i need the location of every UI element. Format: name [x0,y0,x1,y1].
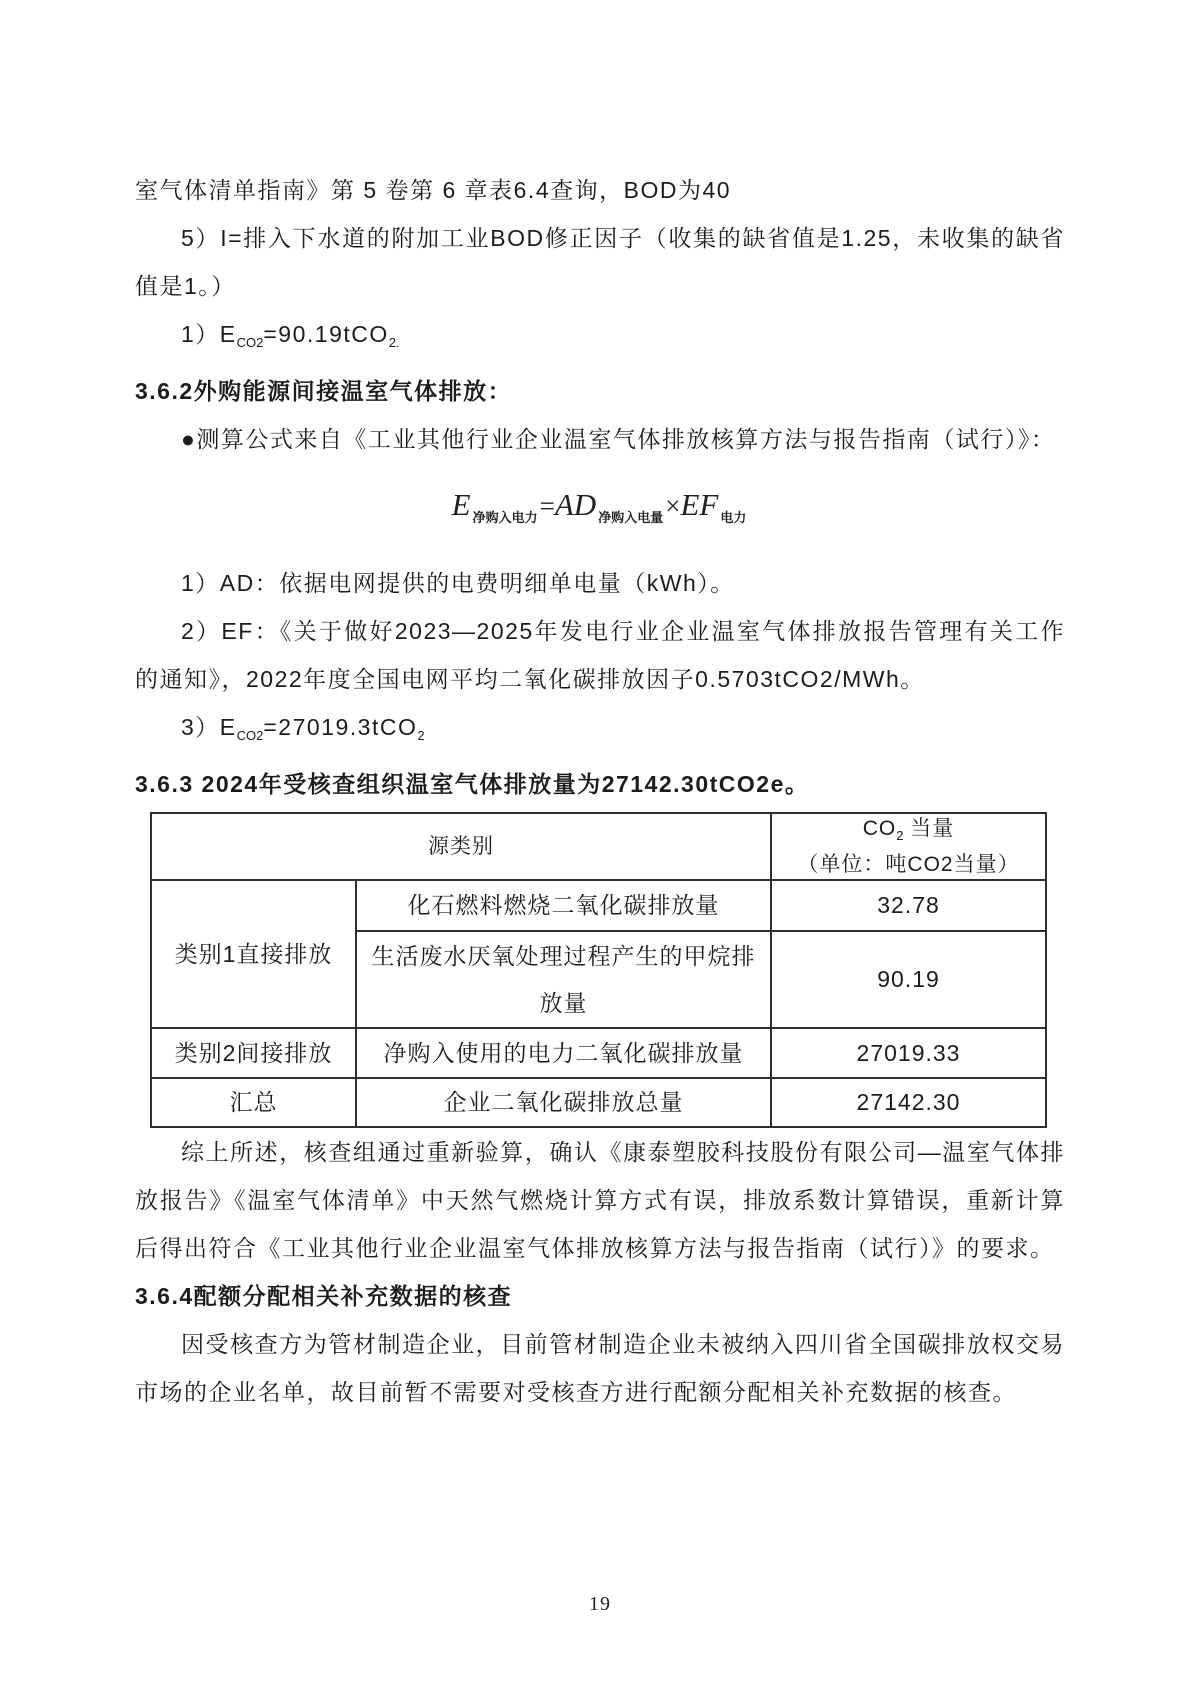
formula-var-ef: EF [680,486,719,522]
list-item-bod-factor: 5）I=排入下水道的附加工业BOD修正因子（收集的缺省值是1.25，未收集的缺省值是1。） [135,225,1065,299]
paragraph-verification-conclusion: 综上所述，核查组通过重新验算，确认《康泰塑胶科技股份有限公司—温室气体排放报告》《温室气体清单》中天然气燃烧计算方式有误，排放系数计算错误，重新计算后得出符合《工业其他行业企业温室气体排放核算方法与报告指南（试行）》的要求。 [135,1139,1065,1261]
cell-source-total: 企业二氧化碳排放总量 [356,1078,771,1127]
page-number: 19 [589,1593,611,1615]
emissions-summary-table [150,812,1047,1128]
cell-category-total: 汇总 [151,1078,356,1127]
e90-subscript-co2: CO2 [236,335,264,350]
e27019-prefix: 3）E [181,714,237,740]
paragraph-quota-allocation: 因受核查方为管材制造企业，目前管材制造企业未被纳入四川省全国碳排放权交易市场的企业名单，故目前暂不需要对受核查方进行配额分配相关补充数据的核查。 [135,1331,1065,1405]
e90-subscript-2: 2. [388,335,400,350]
cell-category-1-direct: 类别1直接排放 [151,880,356,1028]
cell-category-2-indirect: 类别2间接排放 [151,1028,356,1078]
list-item-ad-definition: 1）AD：依据电网提供的电费明细单电量（kWh）。 [181,570,735,596]
header-co2-equivalent [771,813,1046,880]
e27019-value: =27019.3tCO [263,714,418,740]
table-row-purchased-electricity [151,1028,1046,1078]
formula-sub-net-purchased-power: 净购入电力 [472,509,538,525]
list-item-ef-definition: 2）EF：《关于做好2023—2025年发电行业企业温室气体排放报告管理有关工作的通知》，2022年度全国电网平均二氧化碳排放因子0.5703tCO2/MWh。 [135,618,1065,692]
header-source-category: 源类别 [151,813,771,880]
paragraph-continuation: 室气体清单指南》第 5 卷第 6 章表6.4查询，BOD为40 [135,177,732,203]
formula-expression [452,481,749,542]
e27019-subscript-co2: CO2 [236,728,264,743]
emission-value-electricity [135,703,1065,760]
e90-prefix: 1）E [181,321,237,347]
cell-value-total: 27142.30 [771,1078,1046,1127]
header-co2-text: CO [862,817,897,840]
heading-3-6-3: 3.6.3 2024年受核查组织温室气体排放量为27142.30tCO2e。 [135,771,810,797]
emission-value-wastewater [135,310,1065,367]
e90-value: =90.19tCO [263,321,389,347]
formula-sub-net-purchased-quantity: 净购入电量 [598,509,664,525]
header-unit-line: （单位：吨CO2当量） [797,853,1020,876]
header-co2-subscript: 2 [896,828,904,843]
multiply-sign: × [665,490,681,521]
table-row-total [151,1078,1046,1127]
heading-3-6-4: 3.6.4配额分配相关补充数据的核查 [135,1283,513,1309]
cell-source-purchased-electricity: 净购入使用的电力二氧化碳排放量 [356,1028,771,1078]
table-header-row [151,813,1046,880]
heading-3-6-2: 3.6.2外购能源间接温室气体排放： [135,378,513,404]
formula-var-e: E [451,486,471,522]
formula-net-purchased-electricity [135,463,1065,559]
bullet-formula-source: ●测算公式来自《工业其他行业企业温室气体排放核算方法与报告指南（试行）》： [181,426,1056,452]
table-row-fossil-fuel [151,880,1046,931]
cell-value-fossil-fuel: 32.78 [771,880,1046,931]
formula-var-ad: AD [554,486,597,522]
cell-source-wastewater-methane: 生活废水厌氧处理过程产生的甲烷排放量 [356,931,771,1028]
header-equiv-text: 当量 [903,817,955,840]
cell-source-fossil-fuel: 化石燃料燃烧二氧化碳排放量 [356,880,771,931]
e27019-subscript-2: 2 [417,728,425,743]
equals-sign: = [539,490,555,521]
cell-value-purchased-electricity: 27019.33 [771,1028,1046,1078]
formula-sub-electricity: 电力 [720,509,747,525]
header-co2-line1 [862,817,955,843]
cell-value-wastewater-methane: 90.19 [771,931,1046,1028]
